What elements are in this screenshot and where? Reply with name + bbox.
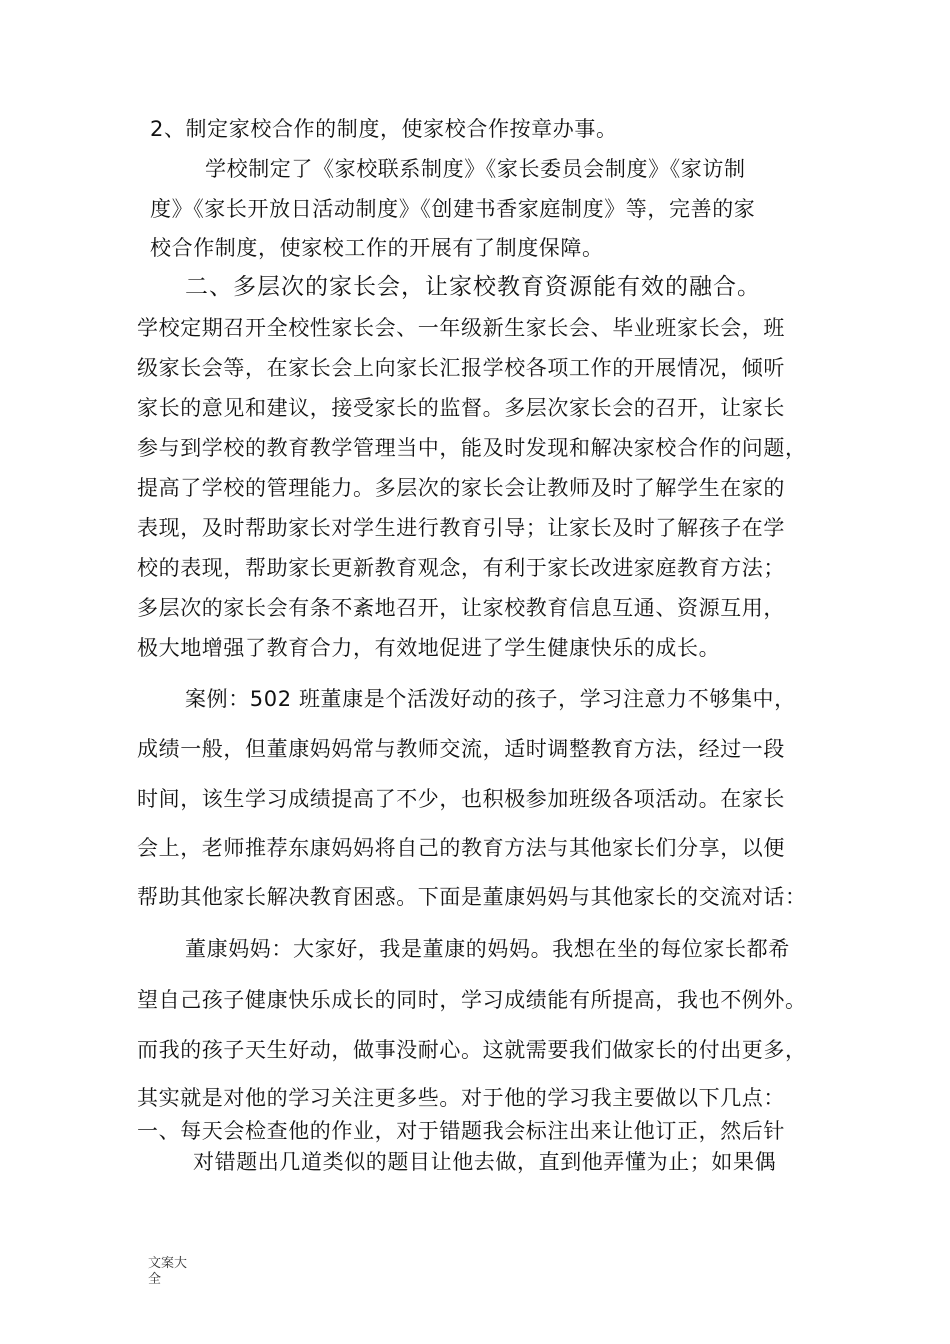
paragraph-line: 其实就是对他的学习关注更多些。对于他的学习我主要做以下几点： (137, 1086, 785, 1110)
paragraph-line: 表现，及时帮助家长对学生进行教育引导；让家长及时了解孩子在学 (137, 516, 785, 540)
paragraph-line: 时间，该生学习成绩提高了不少，也积极参加班级各项活动。在家长 (137, 787, 785, 811)
section-subheading: 2、制定家校合作的制度，使家校合作按章办事。 (150, 117, 618, 141)
paragraph-line: 学校制定了《家校联系制度》《家长委员会制度》《家访制 (205, 157, 746, 181)
paragraph-line: 提高了学校的管理能力。多层次的家长会让教师及时了解学生在家的 (137, 476, 785, 500)
paragraph-line: 参与到学校的教育教学管理当中，能及时发现和解决家校合作的问题， (137, 436, 807, 460)
footer-line: 文案大 (148, 1256, 188, 1271)
paragraph-line: 董康妈妈：大家好，我是董康的妈妈。我想在坐的每位家长都希 (185, 937, 790, 961)
paragraph-line: 多层次的家长会有条不紊地召开，让家校教育信息互通、资源互用， (137, 596, 785, 620)
paragraph-line: 校的表现，帮助家长更新教育观念，有利于家长改进家庭教育方法； (137, 556, 785, 580)
paragraph-line: 校合作制度，使家校工作的开展有了制度保障。 (150, 236, 604, 260)
page-footer (148, 1256, 198, 1288)
paragraph-line: 学校定期召开全校性家长会、一年级新生家长会、毕业班家长会，班 (137, 316, 785, 340)
paragraph-line: 帮助其他家长解决教育困惑。下面是董康妈妈与其他家长的交流对话： (137, 885, 807, 909)
paragraph-line: 度》《家长开放日活动制度》《创建书香家庭制度》等，完善的家 (150, 197, 756, 221)
list-item-line: 一、每天会检查他的作业，对于错题我会标注出来让他订正，然后针 (137, 1119, 785, 1143)
paragraph-line: 望自己孩子健康快乐成长的同时，学习成绩能有所提高，我也不例外。 (137, 988, 807, 1012)
section-heading: 二、多层次的家长会，让家校教育资源能有效的融合。 (185, 274, 761, 300)
paragraph-line: 极大地增强了教育合力，有效地促进了学生健康快乐的成长。 (137, 636, 721, 660)
list-item-line: 对错题出几道类似的题目让他去做，直到他弄懂为止；如果偶 (193, 1150, 777, 1174)
paragraph-line: 成绩一般，但董康妈妈常与教师交流，适时调整教育方法，经过一段 (137, 737, 785, 761)
paragraph-line: 家长的意见和建议，接受家长的监督。多层次家长会的召开，让家长 (137, 396, 785, 420)
paragraph-line: 而我的孩子天生好动，做事没耐心。这就需要我们做家长的付出更多， (137, 1038, 807, 1062)
footer-line: 全 (148, 1272, 162, 1287)
paragraph-line: 案例：502 班董康是个活泼好动的孩子，学习注意力不够集中， (185, 687, 796, 711)
paragraph-line: 级家长会等，在家长会上向家长汇报学校各项工作的开展情况，倾听 (137, 356, 785, 380)
paragraph-line: 会上，老师推荐东康妈妈将自己的教育方法与其他家长们分享，以便 (137, 836, 785, 860)
